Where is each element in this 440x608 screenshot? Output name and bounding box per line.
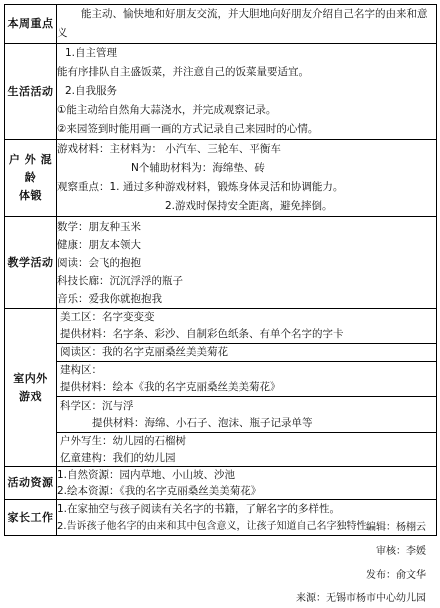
area-science [57,396,436,432]
label-weekly-focus: 本周重点 [5,5,57,44]
teaching-line: 健康：朋友本领大 [57,238,141,251]
row-indoor-outdoor-games [5,309,437,467]
area-reading [57,343,436,361]
footer-source: 来源：无锡市杨市中心幼儿园 [296,593,426,604]
label-life-activity: 生活活动 [5,44,57,140]
row-outdoor-exercise [5,140,437,217]
content-outdoor-exercise [57,140,437,217]
content-indoor-outdoor-games [57,309,437,467]
teaching-line: 音乐：爱我你就抱抱我 [57,292,162,305]
life-line: ②来园签到时能用画一画的方式记录自己来园时的心情。 [57,123,319,135]
row-life-activity [5,44,437,140]
outdoor-line: 游戏材料：主材料为： 小汽车、三轮车、平衡车 [57,143,281,155]
label-outdoor-line1: 户 外 混 龄 [8,153,53,184]
label-teaching-activity: 教学活动 [5,217,57,309]
teaching-line: 数学：朋友种玉米 [57,220,141,233]
science-area-title: 科学区：沉与浮 [60,400,134,412]
content-activity-resources [57,467,437,500]
label-parent-work: 家长工作 [5,500,57,536]
resource-line: 1.自然资源：园内草地、小山坡、沙池 [57,469,236,481]
area-building [57,361,436,396]
teaching-line: 科技长廊：沉沉浮浮的瓶子 [57,274,183,287]
science-area-materials: 提供材料：海绵、小石子、泡沫、瓶子记录单等 [92,417,313,429]
art-area-materials: 提供材料：名字条、彩沙、自制彩色纸条、有单个名字的字卡 [60,328,344,340]
life-line: ①能主动给自然角大蒜浇水，并完成观察记录。 [57,104,277,116]
label-indoor-outdoor-games [5,309,57,467]
weekly-focus-text: 能主动、愉快地和好朋友交流，并大胆地向好朋友介绍自己名字的由来和意义 [57,8,428,39]
outdoor-line: 2.游戏时保持安全距离，避免摔倒。 [165,200,333,212]
footer-publisher: 发布：俞文华 [366,570,426,581]
label-games-line2: 游戏 [19,389,42,403]
outdoor-line: N个辅助材料为：海绵垫、砖 [131,162,265,174]
life-line: 2.自我服务 [65,85,118,97]
reading-area-title: 阅读区：我的名字克丽桑丝美美菊花 [60,346,228,358]
building-area-title: 建构区： [60,364,102,376]
row-activity-resources [5,467,437,500]
footer-editor: 编辑：杨栩云 [366,522,426,533]
label-outdoor-exercise [5,140,57,217]
parent-work-line: 2.告诉孩子他名字的由来和其中包含意义，让孩子知道自己名字独特性。 [57,520,377,532]
outdoor-sketch: 户外写生：幼儿园的石榴树 [60,435,186,447]
footer-reviewer: 审核：李媛 [376,546,426,557]
content-weekly-focus [57,5,437,44]
row-teaching-activity [5,217,437,309]
area-art [57,309,436,343]
building-area-materials: 提供材料：绘本《我的名字克丽桑丝美美菊花》 [60,381,281,393]
art-area-title: 美工区：名字变变变 [60,311,155,323]
content-teaching-activity [57,217,437,309]
yitong-building: 亿童建构：我们的幼儿园 [60,452,176,464]
label-activity-resources: 活动资源 [5,467,57,500]
content-life-activity [57,44,437,140]
weekly-plan-table [4,4,437,536]
life-line: 1.自主管理 [65,47,118,59]
row-weekly-focus [5,5,437,44]
label-games-line1: 室内外 [13,371,48,385]
label-outdoor-line2: 体锻 [19,189,42,202]
parent-work-line: 1.在家抽空与孩子阅读有关名字的书籍，了解名字的多样性。 [57,502,341,515]
resource-line: 2.绘本资源：《我的名字克丽桑丝美美菊花》 [57,485,262,497]
outdoor-line: 观察重点：1. 通过多种游戏材料，锻炼身体灵活和协调能力。 [57,181,344,193]
area-outside [57,432,436,466]
teaching-line: 阅读：会飞的抱抱 [57,256,141,269]
life-line: 能有序排队自主盛饭菜，并注意自己的饭菜量要适宜。 [57,66,309,78]
